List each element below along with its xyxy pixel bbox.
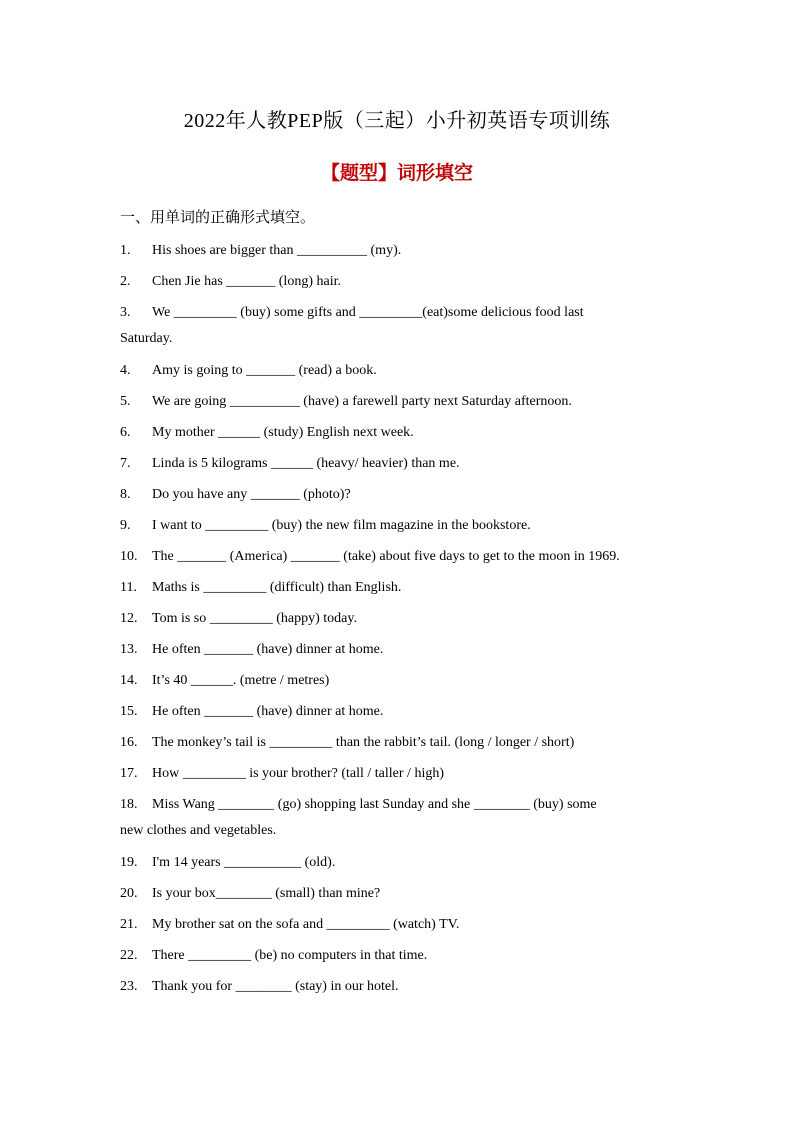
question-item — [120, 758, 680, 789]
question-text: It’s 40 ______. (metre / metres) — [152, 673, 330, 688]
question-text: My mother ______ (study) English next week. — [152, 425, 414, 440]
question-item — [120, 789, 680, 847]
question-item — [120, 727, 680, 758]
question-number: 20. — [120, 886, 138, 901]
question-number: 12. — [120, 611, 138, 626]
question-text: Amy is going to _______ (read) a book. — [152, 363, 377, 378]
question-list — [120, 235, 680, 1002]
question-text: Do you have any _______ (photo)? — [152, 487, 351, 502]
question-text: How _________ is your brother? (tall / taller / high) — [152, 766, 444, 781]
question-item — [120, 541, 680, 572]
question-item — [120, 909, 680, 940]
question-number: 11. — [120, 580, 137, 595]
question-number: 9. — [120, 518, 131, 533]
question-text: The monkey’s tail is _________ than the rabbit’s tail. (long / longer / short) — [152, 735, 575, 750]
question-number: 3. — [120, 305, 131, 320]
question-text: My brother sat on the sofa and _________ (watch) TV. — [152, 917, 460, 932]
question-number: 23. — [120, 979, 138, 994]
question-item — [120, 448, 680, 479]
question-item — [120, 235, 680, 266]
question-number: 2. — [120, 274, 131, 289]
question-number: 6. — [120, 425, 131, 440]
question-text: I'm 14 years ___________ (old). — [152, 855, 336, 870]
question-item — [120, 940, 680, 971]
question-text: He often _______ (have) dinner at home. — [152, 704, 384, 719]
question-text: Linda is 5 kilograms ______ (heavy/ heavier) than me. — [152, 456, 460, 471]
question-text: Miss Wang ________ (go) shopping last Sunday and she ________ (buy) some — [152, 797, 597, 812]
question-type-heading: 【题型】词形填空 — [320, 162, 473, 184]
question-item — [120, 479, 680, 510]
question-number: 10. — [120, 549, 138, 564]
question-item — [120, 297, 680, 355]
question-number: 7. — [120, 456, 131, 471]
question-text: Chen Jie has _______ (long) hair. — [152, 274, 341, 289]
question-number: 13. — [120, 642, 138, 657]
question-text: Tom is so _________ (happy) today. — [152, 611, 357, 626]
question-item — [120, 878, 680, 909]
question-number: 15. — [120, 704, 138, 719]
question-text: We are going __________ (have) a farewell party next Saturday afternoon. — [152, 394, 572, 409]
question-number: 4. — [120, 363, 131, 378]
question-number: 8. — [120, 487, 131, 502]
question-item — [120, 510, 680, 541]
question-item — [120, 266, 680, 297]
question-number: 22. — [120, 948, 138, 963]
question-text-continued: new clothes and vegetables. — [120, 823, 277, 838]
document-title: 2022年人教PEP版（三起）小升初英语专项训练 — [183, 110, 611, 132]
question-item — [120, 696, 680, 727]
question-item — [120, 665, 680, 696]
question-item — [120, 634, 680, 665]
question-item — [120, 386, 680, 417]
question-number: 19. — [120, 855, 138, 870]
question-number: 1. — [120, 243, 131, 258]
question-item — [120, 971, 680, 1002]
question-item — [120, 355, 680, 386]
question-number: 14. — [120, 673, 138, 688]
question-item — [120, 417, 680, 448]
section-heading: 一、用单词的正确形式填空。 — [120, 210, 316, 226]
question-text: His shoes are bigger than __________ (my). — [152, 243, 402, 258]
question-item — [120, 847, 680, 878]
question-number: 16. — [120, 735, 138, 750]
question-text: Maths is _________ (difficult) than English. — [152, 580, 402, 595]
question-text: There _________ (be) no computers in that time. — [152, 948, 428, 963]
question-text: The _______ (America) _______ (take) about five days to get to the moon in 1969. — [152, 549, 620, 564]
question-number: 21. — [120, 917, 138, 932]
question-text: Is your box________ (small) than mine? — [152, 886, 381, 901]
question-text: I want to _________ (buy) the new film magazine in the bookstore. — [152, 518, 531, 533]
question-item — [120, 572, 680, 603]
question-number: 5. — [120, 394, 131, 409]
question-text: Thank you for ________ (stay) in our hotel. — [152, 979, 399, 994]
question-number: 18. — [120, 797, 138, 812]
question-text: We _________ (buy) some gifts and _________(eat)some delicious food last — [152, 305, 584, 320]
question-item — [120, 603, 680, 634]
question-number: 17. — [120, 766, 138, 781]
question-text-continued: Saturday. — [120, 331, 173, 346]
question-text: He often _______ (have) dinner at home. — [152, 642, 384, 657]
